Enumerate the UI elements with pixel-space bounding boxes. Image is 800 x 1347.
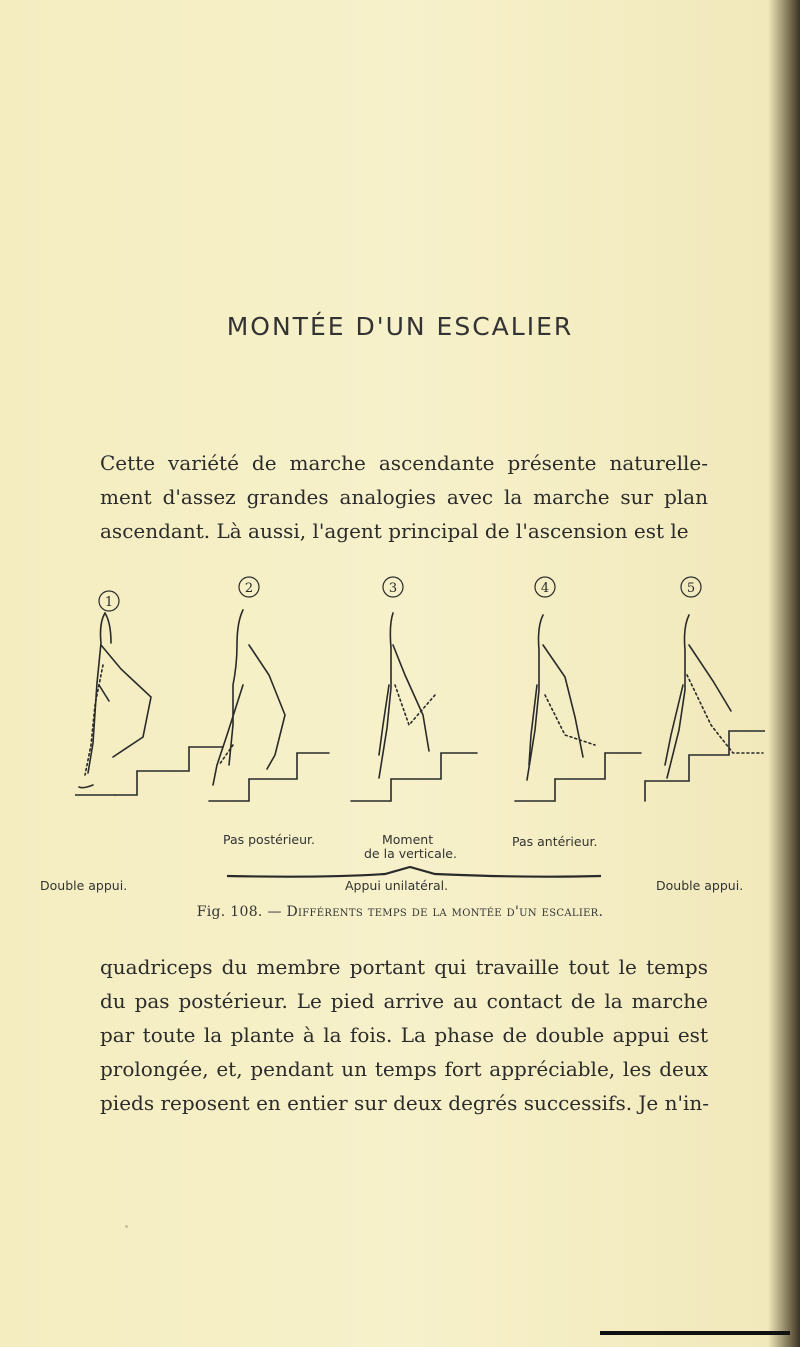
figure-number: 1 bbox=[104, 595, 114, 610]
stair-climbing-figure bbox=[75, 565, 765, 825]
figure-number: 4 bbox=[540, 581, 550, 596]
text-line: ascendant. Là aussi, l'agent principal de l'ascension est le bbox=[100, 519, 689, 543]
label-appui-unilateral: Appui unilatéral. bbox=[345, 878, 449, 893]
paragraph-body bbox=[100, 950, 708, 1120]
text-line: ment d'assez grandes analogies avec la marche sur plan bbox=[100, 485, 708, 509]
figure-number: 5 bbox=[686, 581, 696, 596]
label-moment: Moment bbox=[382, 832, 434, 847]
label-pas-anterieur: Pas antérieur. bbox=[512, 834, 598, 849]
walker-figure-1 bbox=[75, 613, 223, 795]
label-double-appui-left: Double appui. bbox=[40, 878, 128, 893]
paragraph-intro bbox=[100, 446, 708, 548]
text-line: prolongée, et, pendant un temps fort appréciable, les deux bbox=[100, 1057, 708, 1081]
walker-figure-5 bbox=[645, 615, 765, 801]
caption-text: Différents temps de la montée d'un escalier. bbox=[286, 904, 604, 920]
walker-figure-4 bbox=[515, 615, 641, 801]
text-line: Cette variété de marche ascendante présente naturelle- bbox=[100, 451, 708, 475]
figure-caption bbox=[0, 904, 800, 920]
walker-figure-2 bbox=[209, 610, 329, 801]
text-line: pieds reposent en entier sur deux degrés successifs. Je n'in- bbox=[100, 1091, 710, 1115]
caption-dash: — bbox=[267, 904, 282, 920]
walker-figure-3 bbox=[351, 613, 477, 801]
text-line: quadriceps du membre portant qui travaille tout le temps bbox=[100, 955, 708, 979]
label-de-la-verticale: de la verticale. bbox=[364, 846, 457, 861]
paper-speck bbox=[125, 1225, 128, 1228]
page-title: MONTÉE D'UN ESCALIER bbox=[226, 312, 574, 341]
page-edge-mark bbox=[600, 1331, 790, 1335]
figure-number-label: Fig. 108. bbox=[196, 904, 263, 920]
figure-number: 3 bbox=[388, 581, 398, 596]
text-line: du pas postérieur. Le pied arrive au contact de la marche bbox=[100, 989, 708, 1013]
label-double-appui-right: Double appui. bbox=[656, 878, 744, 893]
text-line: par toute la plante à la fois. La phase de double appui est bbox=[100, 1023, 708, 1047]
label-pas-posterieur: Pas postérieur. bbox=[223, 832, 315, 847]
figure-number: 2 bbox=[244, 581, 254, 596]
